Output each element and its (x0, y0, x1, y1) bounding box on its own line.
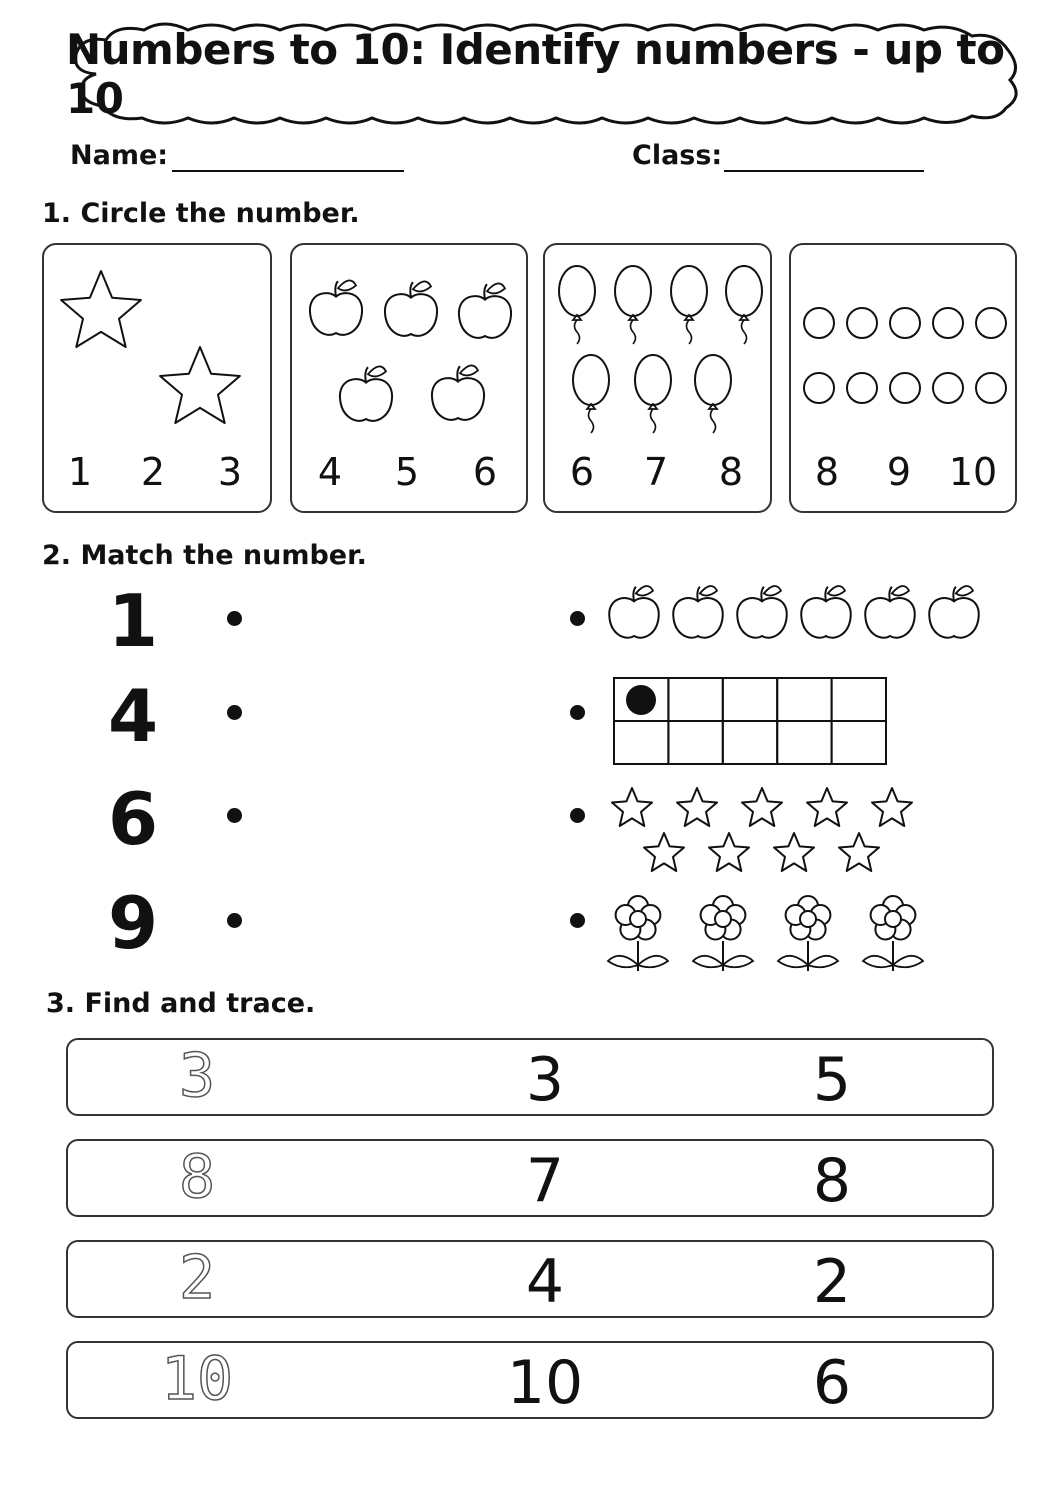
circle-icon (804, 308, 834, 338)
star-icon (839, 833, 879, 871)
match-pictures (600, 580, 1000, 980)
balloon-icon (573, 355, 609, 433)
apple-icon (340, 366, 392, 420)
match-dot-left[interactable] (227, 808, 242, 823)
name-label: Name: (70, 140, 169, 171)
balloon-icon (559, 266, 595, 344)
choice-number[interactable]: 5 (812, 1045, 852, 1115)
circle-icon (847, 373, 877, 403)
star-icon (807, 788, 847, 826)
balloon-icon (635, 355, 671, 433)
section2-heading: 2. Match the number. (42, 540, 367, 571)
match-dot-left[interactable] (227, 611, 242, 626)
circle-icon (847, 308, 877, 338)
flower-icon (608, 896, 668, 971)
star-icon (742, 788, 782, 826)
section3-heading: 3. Find and trace. (46, 988, 316, 1019)
flower-icon (778, 896, 838, 971)
choice-number[interactable]: 2 (812, 1247, 852, 1317)
balloon-icon (615, 266, 651, 344)
number-option[interactable]: 2 (140, 450, 166, 494)
choice-number[interactable]: 10 (506, 1348, 584, 1418)
star-icon (160, 347, 240, 423)
apple-icon (459, 283, 511, 337)
choice-number[interactable]: 6 (812, 1348, 852, 1418)
flower-icon (863, 896, 923, 971)
class-field[interactable] (724, 170, 924, 172)
apple-icon (737, 586, 787, 638)
apple-icon (929, 586, 979, 638)
circle-icon (890, 308, 920, 338)
circle-icon (933, 308, 963, 338)
number-option[interactable]: 9 (886, 450, 912, 494)
match-number: 1 (107, 579, 159, 663)
number-option[interactable]: 5 (394, 450, 420, 494)
trace-number[interactable]: 8 (178, 1142, 216, 1212)
star-icon (872, 788, 912, 826)
number-option[interactable]: 8 (814, 450, 840, 494)
apple-icon (673, 586, 723, 638)
balloon-icon (695, 355, 731, 433)
number-option[interactable]: 6 (472, 450, 498, 494)
apple-icon (865, 586, 915, 638)
match-dot-right[interactable] (570, 705, 585, 720)
match-dot-right[interactable] (570, 611, 585, 626)
choice-number[interactable]: 3 (525, 1045, 565, 1115)
circle-icon (890, 373, 920, 403)
choice-number[interactable]: 8 (812, 1146, 852, 1216)
choice-number[interactable]: 7 (525, 1146, 565, 1216)
number-option[interactable]: 3 (217, 450, 243, 494)
balloon-icon (671, 266, 707, 344)
apple-icon (801, 586, 851, 638)
circle-icon (976, 308, 1006, 338)
match-number: 9 (107, 881, 159, 965)
apple-icon (310, 280, 362, 334)
star-icon (644, 833, 684, 871)
star-icon (709, 833, 749, 871)
star-icon (677, 788, 717, 826)
balloon-icon (726, 266, 762, 344)
section1-heading: 1. Circle the number. (42, 198, 360, 229)
number-option[interactable]: 8 (718, 450, 744, 494)
page-title: Numbers to 10: Identify numbers - up to 10 (66, 25, 1005, 123)
apple-icon (609, 586, 659, 638)
number-option[interactable]: 4 (317, 450, 343, 494)
class-label: Class: (632, 140, 723, 171)
name-field[interactable] (172, 170, 404, 172)
match-dot-right[interactable] (570, 808, 585, 823)
circle-icon (804, 373, 834, 403)
trace-number[interactable]: 10 (160, 1344, 234, 1414)
circle-icon (933, 373, 963, 403)
title-banner (66, 22, 1026, 130)
star-icon (612, 788, 652, 826)
circle-icon (976, 373, 1006, 403)
match-dot-right[interactable] (570, 913, 585, 928)
apple-icon (385, 281, 437, 335)
number-option[interactable]: 6 (569, 450, 595, 494)
match-dot-left[interactable] (227, 913, 242, 928)
match-dot-left[interactable] (227, 705, 242, 720)
star-icon (774, 833, 814, 871)
match-number: 4 (107, 674, 159, 758)
choice-number[interactable]: 4 (525, 1247, 565, 1317)
flower-icon (693, 896, 753, 971)
number-option[interactable]: 1 (67, 450, 93, 494)
number-option[interactable]: 10 (948, 450, 998, 494)
ten-frame (614, 678, 886, 764)
apple-icon (432, 365, 484, 419)
number-option[interactable]: 7 (643, 450, 669, 494)
trace-number[interactable]: 3 (178, 1041, 216, 1111)
star-icon (61, 271, 141, 347)
trace-number[interactable]: 2 (178, 1243, 216, 1313)
counter-dot (626, 685, 656, 715)
match-number: 6 (107, 777, 159, 861)
